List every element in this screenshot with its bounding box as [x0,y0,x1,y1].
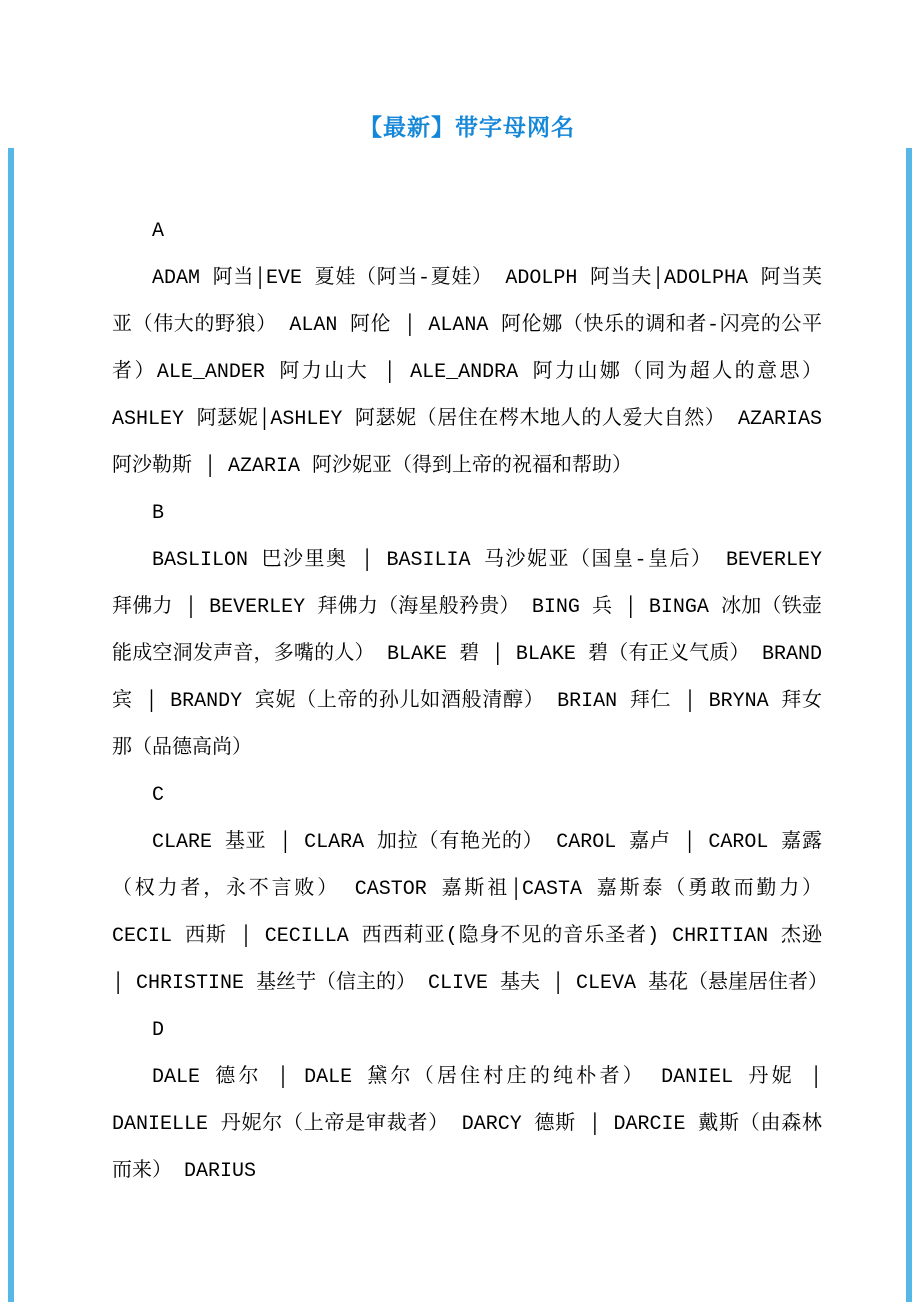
section-body-d: DALE 德尔 │ DALE 黛尔（居住村庄的纯朴者） DANIEL 丹妮 │ DANIELLE 丹妮尔（上帝是审裁者） DARCY 德斯 │ DARCIE 戴斯（由森林而来） DARIUS [112,1066,822,1183]
section-letter-a: A [152,220,165,243]
document-title: 【最新】带字母网名 [359,114,575,140]
left-border-bar [8,148,14,1302]
document-content [112,0,829,1195]
section-body-a: ADAM 阿当│EVE 夏娃（阿当-夏娃） ADOLPH 阿当夫│ADOLPHA 阿当芙亚（伟大的野狼） ALAN 阿伦 │ ALANA 阿伦娜（快乐的调和者-闪亮的公平者）ALE_ANDER 阿力山大 │ ALE_ANDRA 阿力山娜（同为超人的意思） ASHLEY 阿瑟妮│ASHLEY 阿瑟妮（居住在梣木地人的人爱大自然） AZARIAS 阿沙勒斯 │ AZARIA 阿沙妮亚（得到上帝的祝福和帮助） [112,267,822,478]
section-letter-d: D [152,1019,165,1042]
section-body-b: BASLILON 巴沙里奥 │ BASILIA 马沙妮亚（国皇-皇后） BEVERLEY 拜佛力 │ BEVERLEY 拜佛力（海星般矜贵） BING 兵 │ BINGA 冰加（铁壶能成空洞发声音，多嘴的人） BLAKE 碧 │ BLAKE 碧（有正义气质） BRAND 宾 │ BRANDY 宾妮（上帝的孙儿如酒般清醇） BRIAN 拜仁 │ BRYNA 拜女那（品德高尚） [112,549,822,760]
section-letter-b: B [152,502,165,525]
section-letter-c: C [152,784,165,807]
section-body-c: CLARE 基亚 │ CLARA 加拉（有艳光的） CAROL 嘉卢 │ CAROL 嘉露（权力者，永不言败） CASTOR 嘉斯祖│CASTA 嘉斯泰（勇敢而勤力） CECIL 西斯 │ CECILLA 西西莉亚(隐身不见的音乐圣者) CHRITIAN 杰逊 │ CHRISTINE 基丝艼（信主的） CLIVE 基夫 │ CLEVA 基花（悬崖居住者） [112,831,829,995]
right-border-bar [906,148,912,1302]
